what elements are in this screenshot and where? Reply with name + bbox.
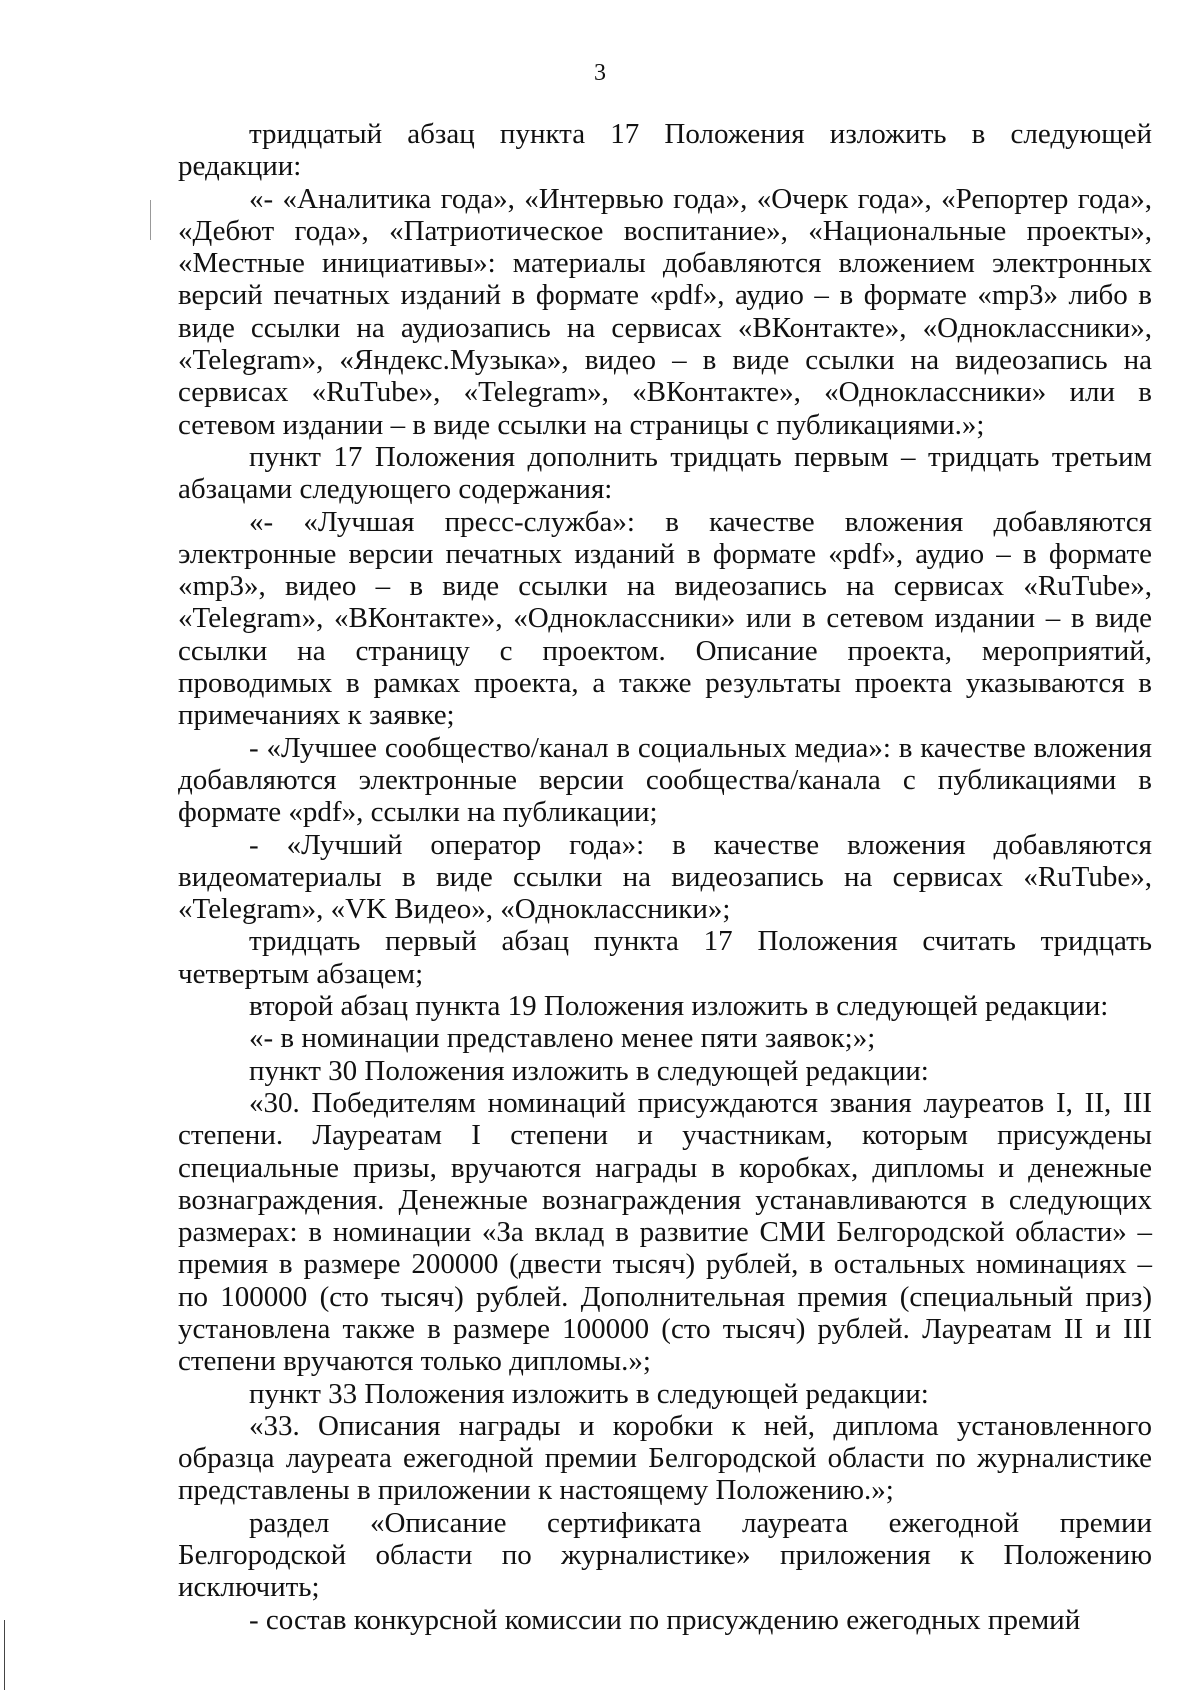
paragraph: тридцать первый абзац пункта 17 Положения считать тридцать четвертым абзацем;: [178, 925, 1152, 990]
paragraph: «33. Описания награды и коробки к ней, диплома установленного образца лауреата ежегодной премии Белгородской области по журналистике представлены в приложении к настоящему Положению.»;: [178, 1409, 1152, 1507]
scan-edge-mark: [4, 1620, 5, 1690]
paragraph: «- «Аналитика года», «Интервью года», «Очерк года», «Репортер года», «Дебют года», «Патриотическое воспитание», «Национальные проекты», «Местные инициативы»: материалы добавляются вложением электронных версий печатных изданий в формате «pdf», аудио – в формате «mp3» либо в виде ссылки на аудиозапись на сервисах «ВКонтакте», «Одноклассники», «Telegram», «Яндекс.Музыка», видео – в виде ссылки на видеозапись на сервисах «RuTube», «Telegram», «ВКонтакте», «Одноклассники» или в сетевом издании – в виде ссылки на страницы с публикациями.»;: [178, 182, 1152, 441]
scan-edge-mark: [150, 200, 151, 240]
paragraph: - «Лучшее сообщество/канал в социальных медиа»: в качестве вложения добавляются электронные версии сообщества/канала с публикациями в формате «pdf», ссылки на публикации;: [178, 731, 1152, 829]
paragraph: «- «Лучшая пресс-служба»: в качестве вложения добавляются электронные версии печатных изданий в формате «pdf», аудио – в формате «mp3», видео – в виде ссылки на видеозапись на сервисах «RuTube», «Telegram», «ВКонтакте», «Одноклассники» или в сетевом издании – в виде ссылки на страницу с проектом. Описание проекта, мероприятий, проводимых в рамках проекта, а также результаты проекта указываются в примечаниях к заявке;: [178, 505, 1152, 732]
paragraph: «- в номинации представлено менее пяти заявок;»;: [249, 1022, 876, 1055]
document-body: [178, 118, 1152, 1636]
paragraph: раздел «Описание сертификата лауреата ежегодной премии Белгородской области по журналистике» приложения к Положению исключить;: [178, 1506, 1152, 1604]
paragraph: пункт 17 Положения дополнить тридцать первым – тридцать третьим абзацами следующего содержания:: [178, 440, 1152, 506]
paragraph: - состав конкурсной комиссии по присуждению ежегодных премий: [249, 1603, 1081, 1636]
paragraph: второй абзац пункта 19 Положения изложить в следующей редакции:: [249, 990, 1109, 1023]
paragraph: пункт 33 Положения изложить в следующей редакции:: [249, 1377, 929, 1410]
page-number: 3: [594, 60, 606, 86]
paragraph: - «Лучший оператор года»: в качестве вложения добавляются видеоматериалы в виде ссылки на видеозапись на сервисах «RuTube», «Telegram», «VK Видео», «Одноклассники»;: [178, 828, 1152, 926]
paragraph: пункт 30 Положения изложить в следующей редакции:: [249, 1054, 929, 1087]
paragraph: тридцатый абзац пункта 17 Положения изложить в следующей редакции:: [178, 118, 1152, 183]
paragraph: «30. Победителям номинаций присуждаются звания лауреатов I, II, III степени. Лауреатам I степени и участникам, которым присуждены специальные призы, вручаются награды в коробках, дипломы и денежные вознаграждения. Денежные вознаграждения устанавливаются в следующих размерах: в номинации «За вклад в развитие СМИ Белгородской области» – премия в размере 200000 (двести тысяч) рублей, в остальных номинациях – по 100000 (сто тысяч) рублей. Дополнительная премия (специальный приз) установлена также в размере 100000 (сто тысяч) рублей. Лауреатам II и III степени вручаются только дипломы.»;: [178, 1086, 1152, 1378]
